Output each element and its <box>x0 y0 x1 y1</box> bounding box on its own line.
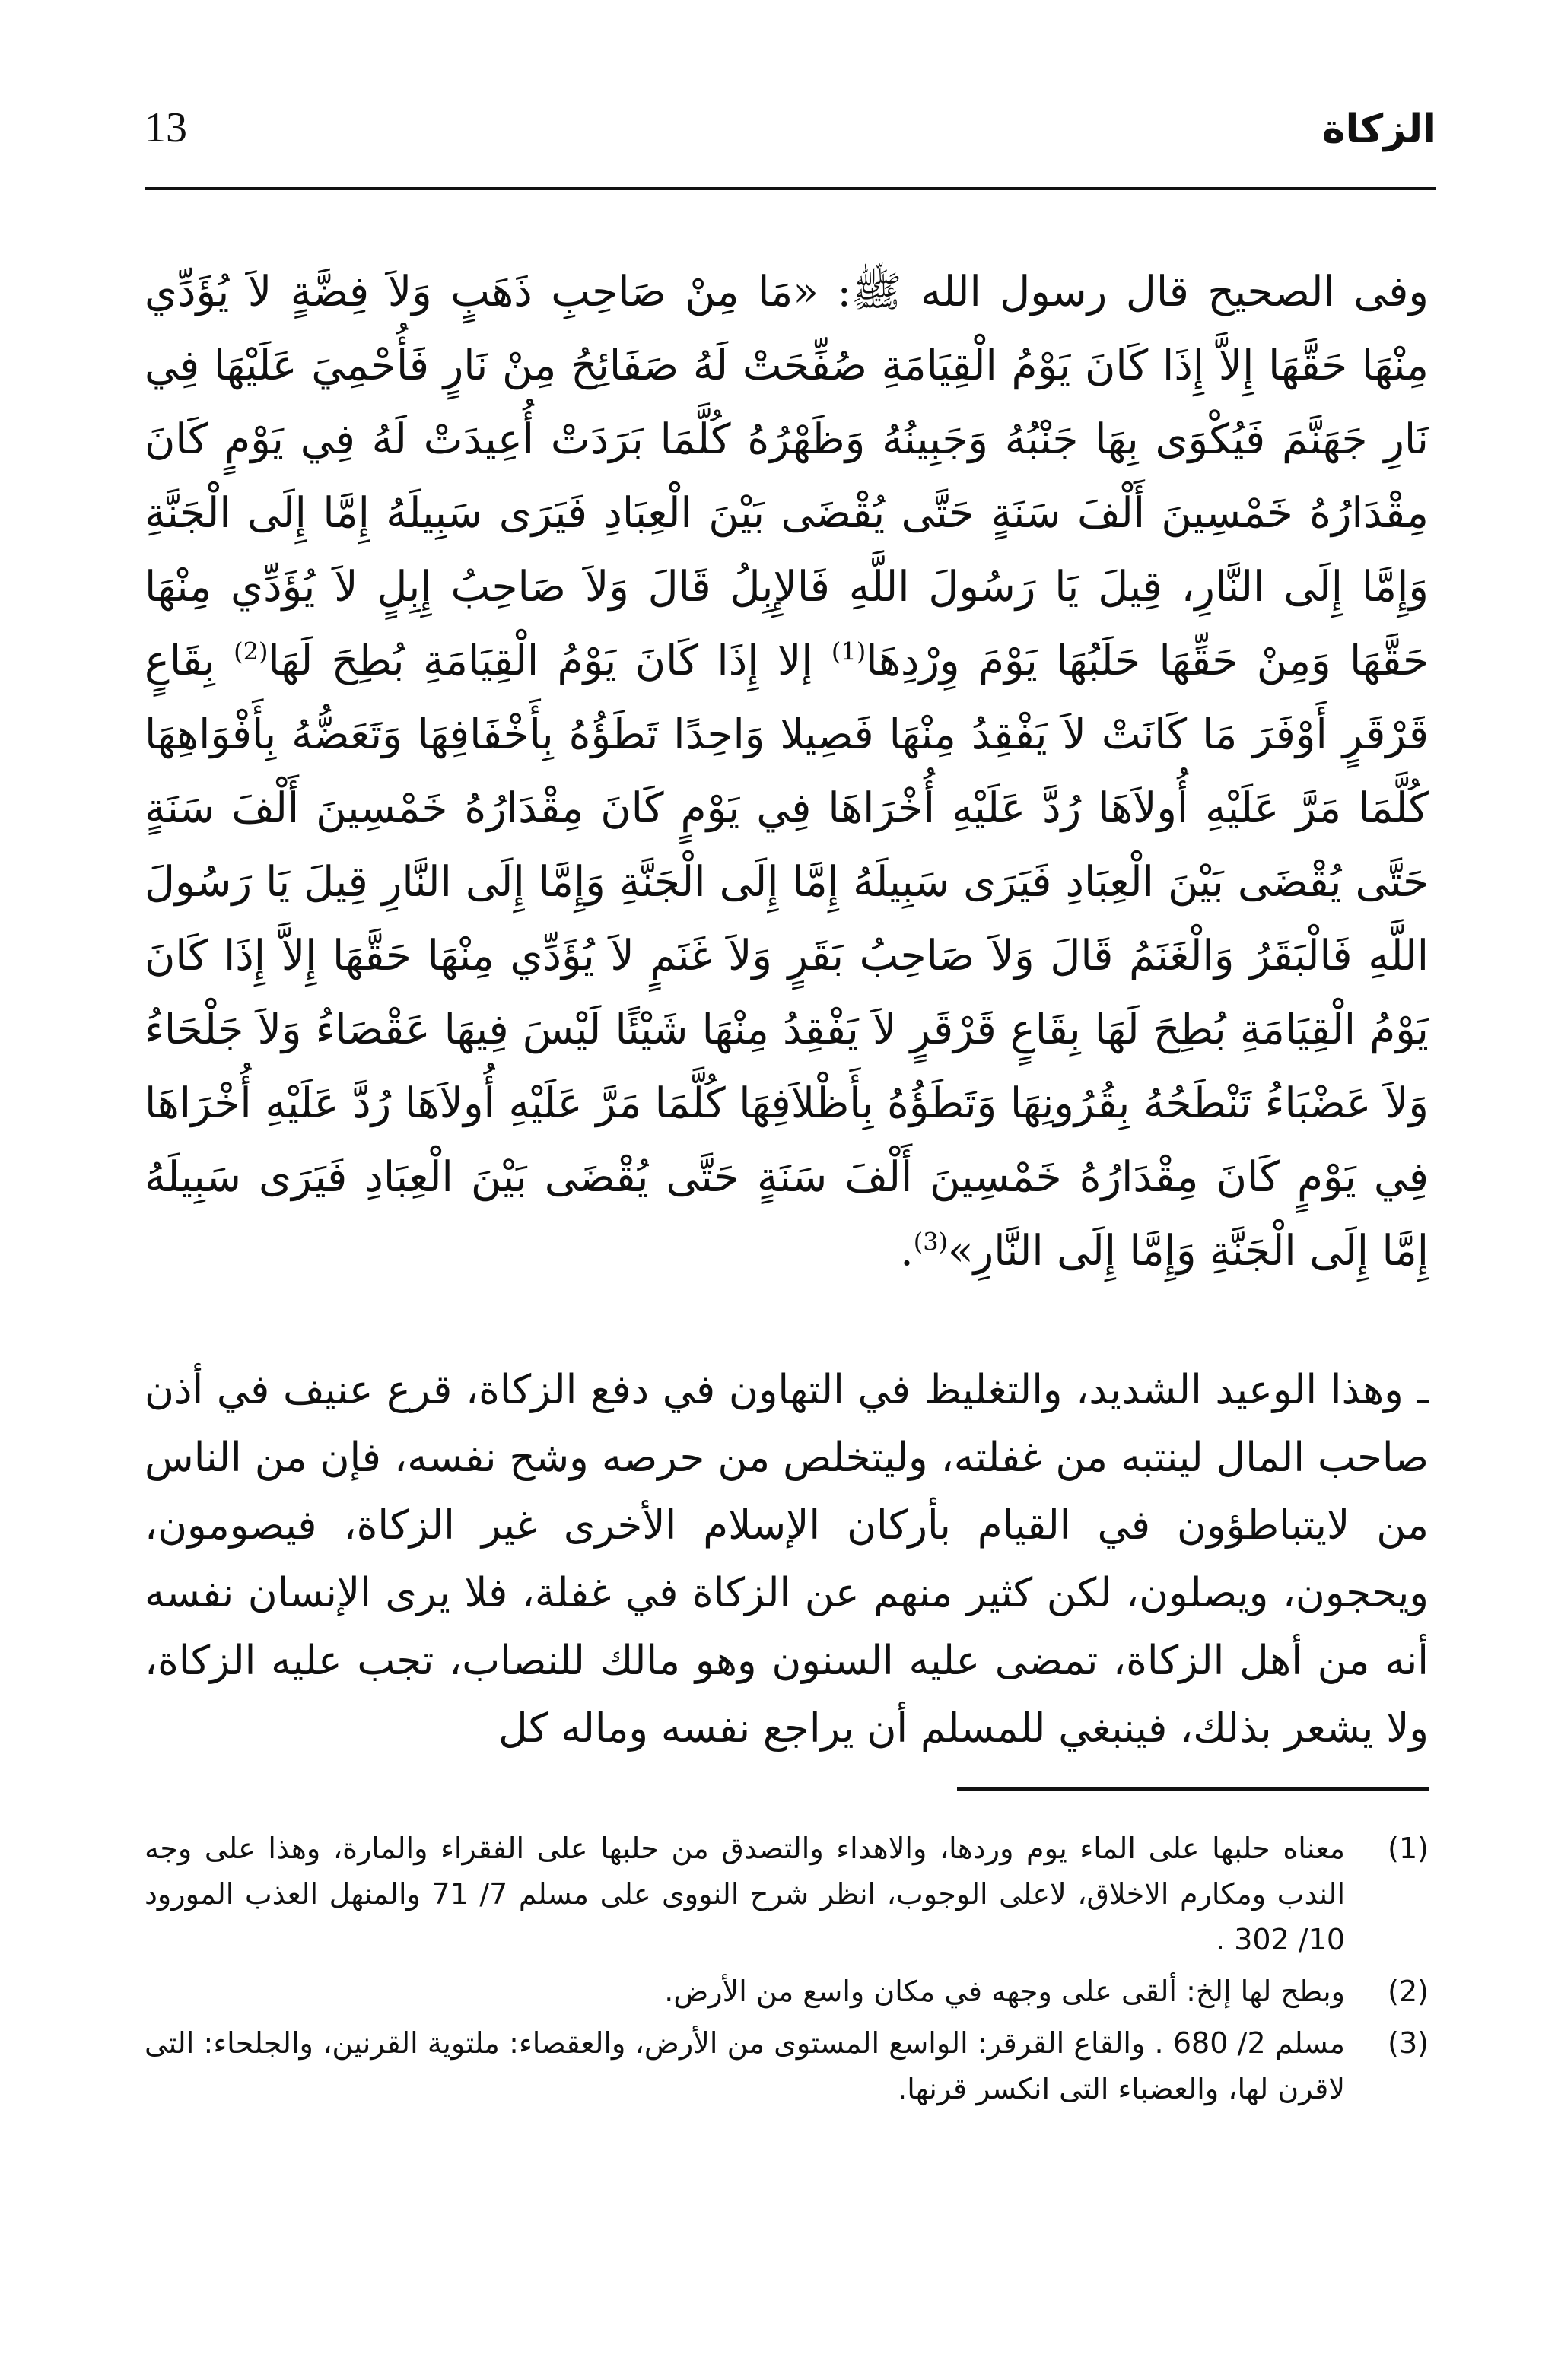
footnote-text: معناه حلبها على الماء يوم وردها، والاهداء والتصدق من حلبها على الفقراء والمارة، وهذا على وجه الندب ومكارم الاخلاق، لاعلى الوجوب، انظر شرح النووى على مسلم 7/ 71 والمنهل العذب المورود 10/ 302 . <box>145 1832 1345 1956</box>
footnote-ref-2: (2) <box>234 637 269 666</box>
hadith-text-2: إلا إِذَا كَانَ يَوْمُ الْقِيَامَةِ بُطِحَ لَهَا <box>268 636 831 685</box>
page-number: 13 <box>145 104 187 151</box>
footnote-number: (2) <box>1388 1975 1429 2008</box>
page-header <box>145 99 1436 160</box>
running-title: الزكاة <box>1321 106 1436 152</box>
footnote-ref-1: (1) <box>831 637 866 666</box>
footnote-3 <box>145 2020 1429 2111</box>
hadith-text-3: بِقَاعٍ قَرْقَرٍ أَوْفَرَ مَا كَانَتْ لاَ يَفْقِدُ مِنْهَا فَصِيلا وَاحِدًا تَطَؤُهُ بِأَخْفَافِهَا وَتَعَضُّهُ بِأَفْوَاهِهَا كُلَّمَا مَرَّ عَلَيْهِ أُولاَهَا رُدَّ عَلَيْهِ أُخْرَاهَا فِي يَوْمٍ كَانَ مِقْدَارُهُ خَمْسِينَ أَلْفَ سَنَةٍ حَتَّى يُقْضَى بَيْنَ الْعِبَادِ فَيَرَى سَبِيلَهُ إِمَّا إِلَى الْجَنَّةِ وَإِمَّا إِلَى النَّارِ قِيلَ يَا رَسُولَ اللَّهِ فَالْبَقَرُ وَالْغَنَمُ قَالَ وَلاَ صَاحِبُ بَقَرٍ وَلاَ غَنَمٍ لاَ يُؤَدِّي مِنْهَا حَقَّهَا إِلاَّ إِذَا كَانَ يَوْمُ الْقِيَامَةِ بُطِحَ لَهَا بِقَاعٍ قَرْقَرٍ لاَ يَفْقِدُ مِنْهَا شَيْئًا لَيْسَ فِيهَا عَقْصَاءُ وَلاَ جَلْحَاءُ وَلاَ عَضْبَاءُ تَنْطَحُهُ بِقُرُونِهَا وَتَطَؤُهُ بِأَظْلاَفِهَا كُلَّمَا مَرَّ عَلَيْهِ أُولاَهَا رُدَّ عَلَيْهِ أُخْرَاهَا فِي يَوْمٍ كَانَ مِقْدَارُهُ خَمْسِينَ أَلْفَ سَنَةٍ حَتَّى يُقْضَى بَيْنَ الْعِبَادِ فَيَرَى سَبِيلَهُ إِمَّا إِلَى الْجَنَّةِ وَإِمَّا إِلَى النَّارِ» <box>145 636 1429 1275</box>
footnote-number: (1) <box>1388 1832 1429 1865</box>
footnote-ref-3: (3) <box>913 1227 949 1257</box>
hadith-paragraph <box>145 255 1429 1288</box>
header-rule <box>145 187 1436 190</box>
body-paragraph: ـ وهذا الوعيد الشديد، والتغليظ في التهاون في دفع الزكاة، قرع عنيف في أذن صاحب المال لينتبه من غفلته، وليتخلص من حرصه وشح نفسه، فإن من الناس من لايتباطؤون في القيام بأركان الإسلام الأخرى غير الزكاة، فيصومون، ويحجون، ويصلون، لكن كثير منهم عن الزكاة في غفلة، فلا يرى الإنسان نفسه أنه من أهل الزكاة، تمضى عليه السنون وهو مالك للنصاب، تجب عليه الزكاة، ولا يشعر بذلك، فينبغي للمسلم أن يراجع نفسه وماله كل <box>145 1367 1429 1752</box>
footnote-text: وبطح لها إلخ: ألقى على وجهه في مكان واسع من الأرض. <box>664 1975 1345 2008</box>
footnotes <box>145 1826 1429 2118</box>
footnote-number: (3) <box>1388 2026 1429 2060</box>
footnote-text: مسلم 2/ 680 . والقاع القرقر: الواسع المستوى من الأرض، والعقصاء: ملتوية القرنين، والجلحاء: التى لاقرن لها، والعضباء التى انكسر قرنها. <box>145 2026 1346 2105</box>
footnote-1 <box>145 1826 1429 1962</box>
footnote-rule <box>957 1787 1429 1791</box>
hadith-text-end: . <box>900 1226 914 1275</box>
hadith-text-1: وفى الصحيح قال رسول الله ﷺ: «مَا مِنْ صَاحِبِ ذَهَبٍ وَلاَ فِضَّةٍ لاَ يُؤَدِّي مِنْهَا حَقَّهَا إِلاَّ إِذَا كَانَ يَوْمُ الْقِيَامَةِ صُفِّحَتْ لَهُ صَفَائِحُ مِنْ نَارٍ فَأُحْمِيَ عَلَيْهَا فِي نَارِ جَهَنَّمَ فَيُكْوَى بِهَا جَنْبُهُ وَجَبِينُهُ وَظَهْرُهُ كُلَّمَا بَرَدَتْ أُعِيدَتْ لَهُ فِي يَوْمٍ كَانَ مِقْدَارُهُ خَمْسِينَ أَلْفَ سَنَةٍ حَتَّى يُقْضَى بَيْنَ الْعِبَادِ فَيَرَى سَبِيلَهُ إِمَّا إِلَى الْجَنَّةِ وَإِمَّا إِلَى النَّارِ، قِيلَ يَا رَسُولَ اللَّهِ فَالإِبِلُ قَالَ وَلاَ صَاحِبُ إِبِلٍ لاَ يُؤَدِّي مِنْهَا حَقَّهَا وَمِنْ حَقِّهَا حَلَبُهَا يَوْمَ وِرْدِهَا <box>145 267 1429 685</box>
footnote-2 <box>145 1969 1429 2014</box>
